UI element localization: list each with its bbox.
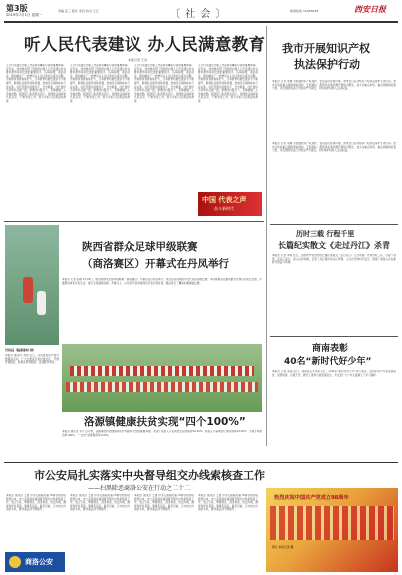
- sports-headline-1: 陕西省群众足球甲级联赛: [82, 241, 198, 253]
- bottom-body-col3: 本报讯 通讯员 王强 中央扫黑除恶第16督导组进驻陕西以来，市公安局高度重视督导组交办线索核查工作，成立专班，明确责任，逐条核查，依法办理，确保件件有着落、事事有回音。截至目前，已办结交办线索多件，群众满意度不断提升。: [134, 494, 194, 512]
- header-rule: [4, 21, 398, 23]
- bottom-section-rule: [4, 462, 398, 463]
- bottom-body-col4: 本报讯 通讯员 王强 中央扫黑除恶第16督导组进驻陕西以来，市公安局高度重视督导组交办线索核查工作，成立专班，明确责任，逐条核查，依法办理，确保件件有着落、事事有回音。截至目前，已办结交办线索多件，群众满意度不断提升。: [198, 494, 258, 512]
- issue-date: 2019年7月1日 星期一: [6, 13, 43, 17]
- column-divider: [266, 26, 267, 446]
- top-byline: 本报记者 王涛: [128, 58, 147, 62]
- ad-banner-sub: 奋斗新时代: [214, 206, 234, 211]
- right-lower-body: 本报讯 记者 张丽 近日，商南县召开表彰大会，对40名“新时代好少年”进行表彰。受表彰的少年在爱国爱党、崇德向善、自强不息、勤学上进等方面表现突出，为全县广大少年儿童树立了学习榜样。: [272, 370, 396, 377]
- bottom-left-body: 本报讯 通讯员 李芳 近年来，洛源镇坚持把健康扶贫作为脱贫攻坚的重要举措，实现了贫困人口家庭医生签约服务率100%、贫困人口基本医疗保险参保率100%、大病专项救治率100%、“一站式”结算服务率100%。: [62, 430, 262, 437]
- right-headline-2: 执法保护行动: [294, 58, 360, 71]
- ad-caption: 图片 本报记者 摄: [272, 545, 294, 549]
- player-figure: [23, 277, 33, 303]
- football-photo-left: [5, 225, 59, 345]
- police-logo-text: 商洛公安: [25, 558, 53, 566]
- sports-headline-2: （商洛赛区）开幕式在丹凤举行: [82, 258, 229, 270]
- top-headline: 听人民代表建议 办人民满意教育: [24, 35, 266, 54]
- right-lower-rule: [270, 336, 398, 337]
- top-body-col3: 人大代表建议办理工作是政府履职尽责的重要体现。近年来，我市教育部门坚持把办理人大代表建议作为推进教育改革发展的重要抓手，认真梳理、逐条落实，推动解决了一批群众关心关注的热点难点问题。学前教育资源持续扩大，义务教育均衡发展水平不断提升，教师队伍建设持续加强，校园安全保障体系日益完善。在代表建议的推动下，全市新建、改扩建中小学和幼儿园一批，新增学位数万个，有效缓解了入学难问题。教育部门负责同志表示，将继续认真听取代表意见，不断改进工作，努力办好人民满意的教育。: [134, 64, 194, 103]
- police-logo-box: [5, 552, 65, 572]
- bottom-left-headline: 洛源镇健康扶贫实现“四个100%”: [84, 416, 246, 428]
- top-body-col2: 人大代表建议办理工作是政府履职尽责的重要体现。近年来，我市教育部门坚持把办理人大代表建议作为推进教育改革发展的重要抓手，认真梳理、逐条落实，推动解决了一批群众关心关注的热点难点问题。学前教育资源持续扩大，义务教育均衡发展水平不断提升，教师队伍建设持续加强，校园安全保障体系日益完善。在代表建议的推动下，全市新建、改扩建中小学和幼儿园一批，新增学位数万个，有效缓解了入学难问题。教育部门负责同志表示，将继续认真听取代表意见，不断改进工作，努力办好人民满意的教育。: [70, 64, 130, 103]
- page-number: 第3版: [6, 4, 28, 13]
- ad-banner-text: 中国 代表之声: [202, 196, 247, 204]
- football-photo-main: [62, 344, 262, 412]
- bottom-headline: 市公安局扎实落实中央督导组交办线索核查工作: [34, 469, 265, 482]
- header-meta: 责编 张三 版式 李四 校对 王五: [58, 9, 99, 13]
- top-body-col1: 人大代表建议办理工作是政府履职尽责的重要体现。近年来，我市教育部门坚持把办理人大代表建议作为推进教育改革发展的重要抓手，认真梳理、逐条落实，推动解决了一批群众关心关注的热点难点问题。学前教育资源持续扩大，义务教育均衡发展水平不断提升，教师队伍建设持续加强，校园安全保障体系日益完善。在代表建议的推动下，全市新建、改扩建中小学和幼儿园一批，新增学位数万个，有效缓解了入学难问题。教育部门负责同志表示，将继续认真听取代表意见，不断改进工作，努力办好人民满意的教育。: [6, 64, 66, 103]
- ad-crowd: [270, 506, 394, 540]
- right-story-body-b: 本报讯 记者 李娜 为加强知识产权保护，营造良好营商环境，我市近日启动知识产权执法保护专项行动。此次行动将重点围绕商标侵权、专利侵权、假冒伪劣等问题开展集中整治，加大对重点市场、重点领域的检查力度，对发现的违法行为依法严厉查处，切实保护权利人合法权益。: [272, 142, 396, 153]
- police-badge-icon: [9, 556, 21, 568]
- right-lower-headline-1: 商南表彰: [312, 344, 349, 354]
- small-caption-body: 本报讯 通讯员 刘伟 近日，丹凤县组织开展志愿服务活动，广大志愿者走进村组社区，开展环境整治、政策宣传等服务，受到群众欢迎。: [5, 354, 59, 365]
- right-mid-headline: 长篇纪实散文《走过丹江》杀青: [278, 241, 390, 250]
- right-mid-rule: [270, 224, 398, 225]
- marching-line: [66, 382, 258, 392]
- small-caption-title: 丹凤县（陆家原村 供）: [5, 348, 37, 352]
- bottom-subhead: ——扫黑除恶商洛公安在行动之二十二: [88, 485, 191, 492]
- bottom-body-col2: 本报讯 通讯员 王强 中央扫黑除恶第16督导组进驻陕西以来，市公安局高度重视督导组交办线索核查工作，成立专班，明确责任，逐条核查，依法办理，确保件件有着落、事事有回音。截至目前，已办结交办线索多件，群众满意度不断提升。: [70, 494, 130, 512]
- right-mid-kicker: 历时三载 行程千里: [296, 230, 355, 238]
- right-story-body-a: 本报讯 记者 李娜 为加强知识产权保护，营造良好营商环境，我市近日启动知识产权执法保护专项行动。此次行动将重点围绕商标侵权、专利侵权、假冒伪劣等问题开展集中整治，加大对重点市场、重点领域的检查力度，对发现的违法行为依法严厉查处，切实保护权利人合法权益。: [272, 80, 396, 91]
- paper-name: 西安日报: [354, 4, 386, 14]
- bottom-body-col1: 本报讯 通讯员 王强 中央扫黑除恶第16督导组进驻陕西以来，市公安局高度重视督导组交办线索核查工作，成立专班，明确责任，逐条核查，依法办理，确保件件有着落、事事有回音。截至目前，已办结交办线索多件，群众满意度不断提升。: [6, 494, 66, 512]
- hotline: 新闻热线 12345678: [290, 9, 319, 13]
- top-body-col4: 人大代表建议办理工作是政府履职尽责的重要体现。近年来，我市教育部门坚持把办理人大代表建议作为推进教育改革发展的重要抓手，认真梳理、逐条落实，推动解决了一批群众关心关注的热点难点问题。学前教育资源持续扩大，义务教育均衡发展水平不断提升，教师队伍建设持续加强，校园安全保障体系日益完善。在代表建议的推动下，全市新建、改扩建中小学和幼儿园一批，新增学位数万个，有效缓解了入学难问题。教育部门负责同志表示，将继续认真听取代表意见，不断改进工作，努力办好人民满意的教育。: [198, 64, 258, 103]
- party-anniversary-ad: [266, 488, 398, 572]
- player-figure: [37, 291, 46, 315]
- sports-top-rule: [4, 221, 264, 222]
- right-mid-body: 本报讯 记者 李明 近日，由我市作家创作的长篇纪实散文《走过丹江》正式杀青。作者历时三年，行程千余里，沿丹江而行，深入沿岸村镇，记录了丹江两岸的山川风物、人文历史和时代变迁，展现了商洛人民在新时代的奋斗风貌。: [272, 254, 396, 265]
- right-headline-1: 我市开展知识产权: [282, 42, 370, 55]
- ad-title: 热烈庆祝中国共产党成立98周年: [274, 495, 349, 501]
- ad-banner: [198, 192, 262, 216]
- section-title: 〔 社 会 〕: [170, 9, 227, 20]
- right-lower-headline-2: 40名“新时代好少年”: [284, 357, 372, 367]
- sports-body: 本报讯 记者 张敏 6月29日，陕西省群众足球甲级联赛（商洛赛区）开幕式在丹凤县举行。来自全省各地的多支代表队参加比赛。本次联赛旨在推动群众足球运动普及发展，丰富群众体育文化生活，展示全民健身成果。开幕式上，运动员代表和裁判员代表分别宣誓，随后进行了精彩的揭幕战比赛。: [62, 278, 262, 285]
- marching-line: [70, 366, 254, 376]
